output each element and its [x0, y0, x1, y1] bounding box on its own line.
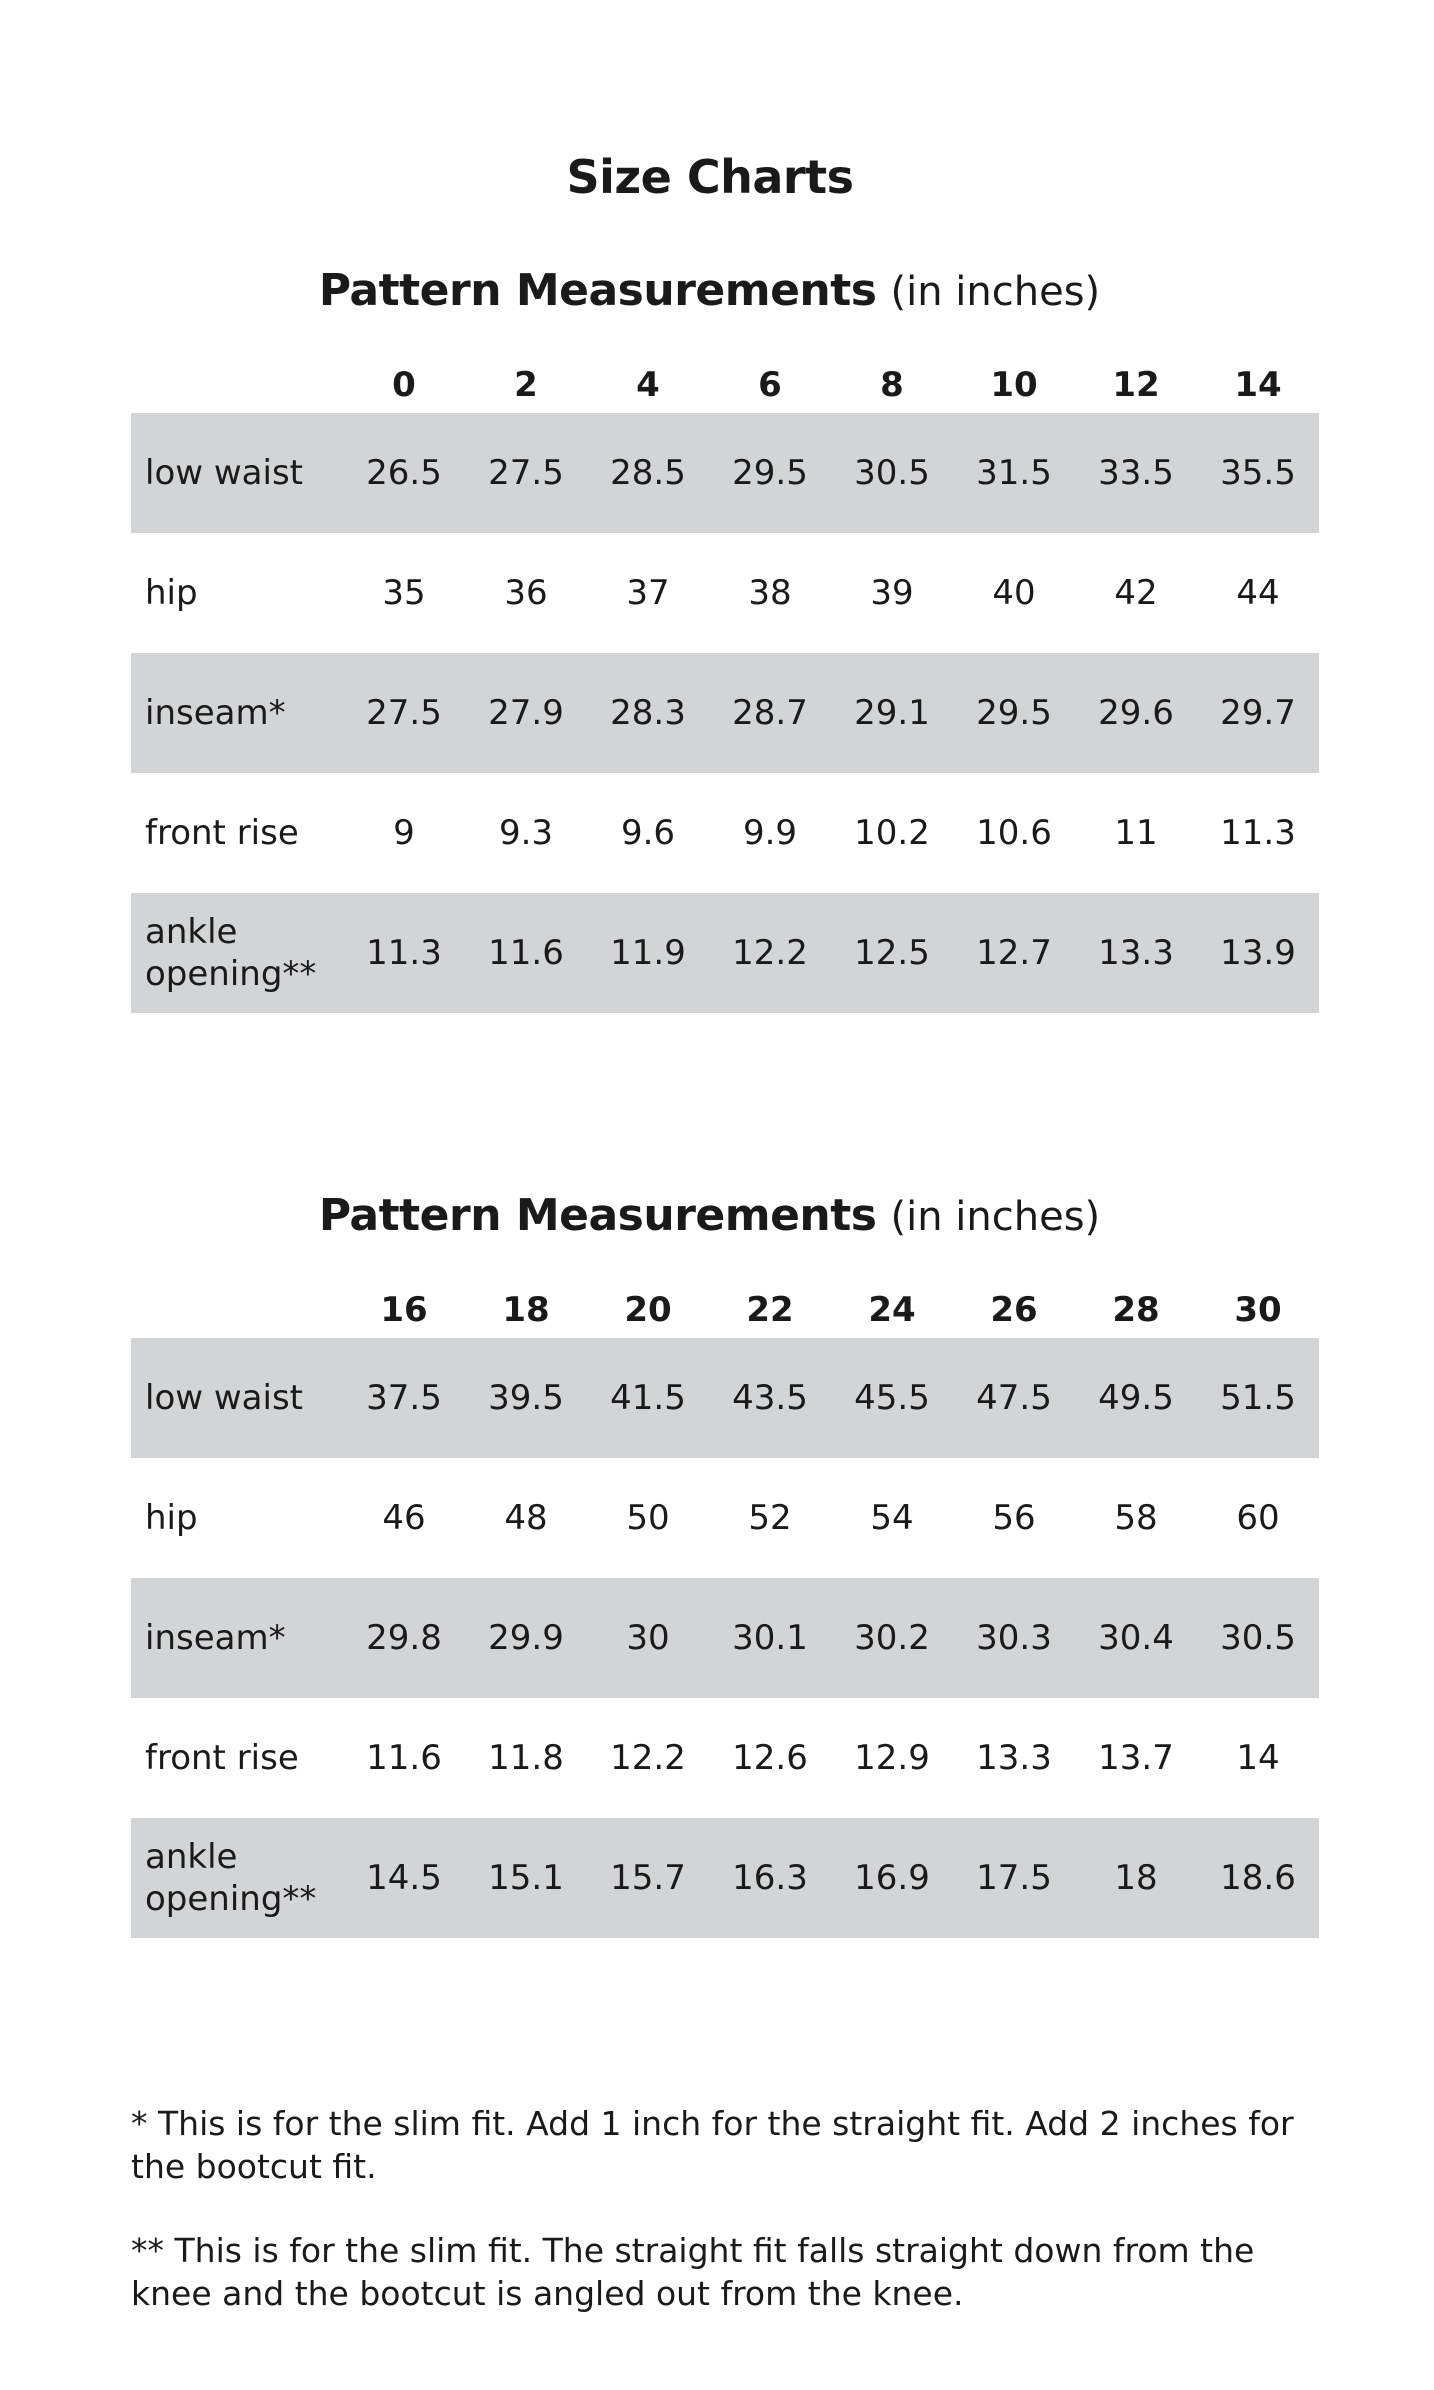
size-header: 26 — [990, 1290, 1038, 1330]
table-cell: 29.1 — [831, 653, 953, 773]
table-cell: 12.9 — [854, 1738, 930, 1778]
table-cell: 28.7 — [709, 653, 831, 773]
table-cell: 18 — [1075, 1818, 1197, 1938]
table-cell: 9.6 — [620, 813, 676, 853]
chart-title: Pattern Measurements — [318, 265, 877, 316]
table-cell: 29.5 — [953, 653, 1075, 773]
table-row-front-rise — [131, 773, 1319, 893]
table-row-ankle-opening — [131, 893, 1319, 1013]
table-cell: 27.5 — [465, 413, 587, 533]
table-cell: 30.3 — [953, 1578, 1075, 1698]
table-cell: 48 — [504, 1498, 548, 1538]
table-cell: 16.9 — [831, 1818, 953, 1938]
table-cell: 12.5 — [831, 893, 953, 1013]
table-cell: 14.5 — [343, 1818, 465, 1938]
table-cell: 30 — [587, 1578, 709, 1698]
page-title: Size Charts — [566, 150, 854, 204]
table-cell: 50 — [626, 1498, 670, 1538]
header-corner — [131, 1282, 343, 1338]
table-cell: 12.6 — [732, 1738, 808, 1778]
table-cell: 37.5 — [343, 1338, 465, 1458]
table-cell: 12.2 — [610, 1738, 686, 1778]
table-cell: 18.6 — [1197, 1818, 1319, 1938]
table-cell: 27.9 — [465, 653, 587, 773]
table-cell: 30.2 — [831, 1578, 953, 1698]
footnotes — [131, 2102, 1312, 2356]
table-cell: 49.5 — [1075, 1338, 1197, 1458]
table-cell: 11.6 — [366, 1738, 442, 1778]
table-cell: 41.5 — [587, 1338, 709, 1458]
table-cell: 11.3 — [1220, 813, 1296, 853]
table-cell: 35 — [382, 573, 426, 613]
table-row-ankle-opening — [131, 1818, 1319, 1938]
size-header-row — [131, 1282, 1319, 1338]
table-cell: 33.5 — [1075, 413, 1197, 533]
table-cell: 44 — [1236, 573, 1280, 613]
table-cell: 11.8 — [488, 1738, 564, 1778]
table-cell: 36 — [504, 573, 548, 613]
table-cell: 30.1 — [709, 1578, 831, 1698]
table-cell: 27.5 — [343, 653, 465, 773]
table-cell: 39 — [870, 573, 914, 613]
table-row-hip — [131, 533, 1319, 653]
table-cell: 10.2 — [854, 813, 930, 853]
table-cell: 9.9 — [742, 813, 798, 853]
table-cell: 10.6 — [976, 813, 1052, 853]
size-header: 10 — [990, 365, 1038, 405]
table-cell: 45.5 — [831, 1338, 953, 1458]
table-cell: 15.1 — [465, 1818, 587, 1938]
footnote-inseam: * This is for the slim fit. Add 1 inch for the straight fit. Add 2 inches for the bootcut fit. — [131, 2104, 1294, 2186]
table-cell: 46 — [382, 1498, 426, 1538]
chart-unit: (in inches) — [890, 1194, 1101, 1240]
row-label: inseam* — [131, 1578, 343, 1698]
table-cell: 16.3 — [709, 1818, 831, 1938]
table-cell: 14 — [1236, 1738, 1280, 1778]
table-cell: 52 — [748, 1498, 792, 1538]
row-label: front rise — [145, 1738, 299, 1778]
table-cell: 47.5 — [953, 1338, 1075, 1458]
size-header-row — [131, 357, 1319, 413]
row-label: hip — [145, 1498, 198, 1538]
table-row-inseam — [131, 1578, 1319, 1698]
table-cell: 38 — [748, 573, 792, 613]
table-row-hip — [131, 1458, 1319, 1578]
table-cell: 13.3 — [976, 1738, 1052, 1778]
table-cell: 28.3 — [587, 653, 709, 773]
table-cell: 51.5 — [1197, 1338, 1319, 1458]
table-cell: 42 — [1114, 573, 1158, 613]
table-cell: 29.7 — [1197, 653, 1319, 773]
table-cell: 40 — [992, 573, 1036, 613]
table-cell: 26.5 — [343, 413, 465, 533]
table-row-low-waist — [131, 1338, 1319, 1458]
size-header: 14 — [1234, 365, 1282, 405]
row-label: front rise — [145, 813, 299, 853]
size-header: 22 — [746, 1290, 794, 1330]
table-cell: 13.9 — [1197, 893, 1319, 1013]
table-cell: 15.7 — [587, 1818, 709, 1938]
row-label: ankle opening** — [131, 1818, 343, 1938]
table-cell: 29.6 — [1075, 653, 1197, 773]
chart-unit: (in inches) — [890, 269, 1101, 315]
table-cell: 12.2 — [709, 893, 831, 1013]
row-label: ankle opening** — [131, 893, 343, 1013]
table-cell: 13.3 — [1075, 893, 1197, 1013]
size-header: 28 — [1112, 1290, 1160, 1330]
table-cell: 37 — [626, 573, 670, 613]
table-row-inseam — [131, 653, 1319, 773]
table-cell: 13.7 — [1098, 1738, 1174, 1778]
size-header: 12 — [1112, 365, 1160, 405]
measurement-table — [131, 357, 1319, 1013]
table-cell: 9 — [393, 813, 415, 853]
size-header: 4 — [636, 365, 660, 405]
size-header: 2 — [514, 365, 538, 405]
table-cell: 11.6 — [465, 893, 587, 1013]
table-cell: 29.9 — [465, 1578, 587, 1698]
header-corner — [131, 357, 343, 413]
table-cell: 54 — [870, 1498, 914, 1538]
table-cell: 11.3 — [343, 893, 465, 1013]
table-cell: 30.4 — [1075, 1578, 1197, 1698]
chart-heading — [131, 265, 1288, 316]
table-cell: 56 — [992, 1498, 1036, 1538]
measurement-table — [131, 1282, 1319, 1938]
table-cell: 29.8 — [343, 1578, 465, 1698]
size-header: 24 — [868, 1290, 916, 1330]
size-header: 18 — [502, 1290, 550, 1330]
table-cell: 43.5 — [709, 1338, 831, 1458]
table-cell: 35.5 — [1197, 413, 1319, 533]
table-cell: 11 — [1114, 813, 1158, 853]
table-cell: 60 — [1236, 1498, 1280, 1538]
size-header: 30 — [1234, 1290, 1282, 1330]
table-cell: 12.7 — [953, 893, 1075, 1013]
table-cell: 58 — [1114, 1498, 1158, 1538]
row-label: low waist — [131, 1338, 343, 1458]
table-row-front-rise — [131, 1698, 1319, 1818]
size-header: 0 — [392, 365, 416, 405]
table-cell: 9.3 — [498, 813, 554, 853]
row-label: inseam* — [131, 653, 343, 773]
footnote-ankle-opening: ** This is for the slim fit. The straight fit falls straight down from the knee and the bootcut is angled out from the knee. — [131, 2231, 1255, 2313]
size-header: 8 — [880, 365, 904, 405]
chart-heading — [131, 1190, 1288, 1241]
table-cell: 28.5 — [587, 413, 709, 533]
table-cell: 30.5 — [1197, 1578, 1319, 1698]
row-label: hip — [145, 573, 198, 613]
table-cell: 17.5 — [953, 1818, 1075, 1938]
chart-title: Pattern Measurements — [318, 1190, 877, 1241]
table-cell: 31.5 — [953, 413, 1075, 533]
table-cell: 39.5 — [465, 1338, 587, 1458]
table-row-low-waist — [131, 413, 1319, 533]
size-header: 16 — [380, 1290, 428, 1330]
table-cell: 30.5 — [831, 413, 953, 533]
table-cell: 11.9 — [587, 893, 709, 1013]
size-header: 20 — [624, 1290, 672, 1330]
size-header: 6 — [758, 365, 782, 405]
row-label: low waist — [131, 413, 343, 533]
table-cell: 29.5 — [709, 413, 831, 533]
